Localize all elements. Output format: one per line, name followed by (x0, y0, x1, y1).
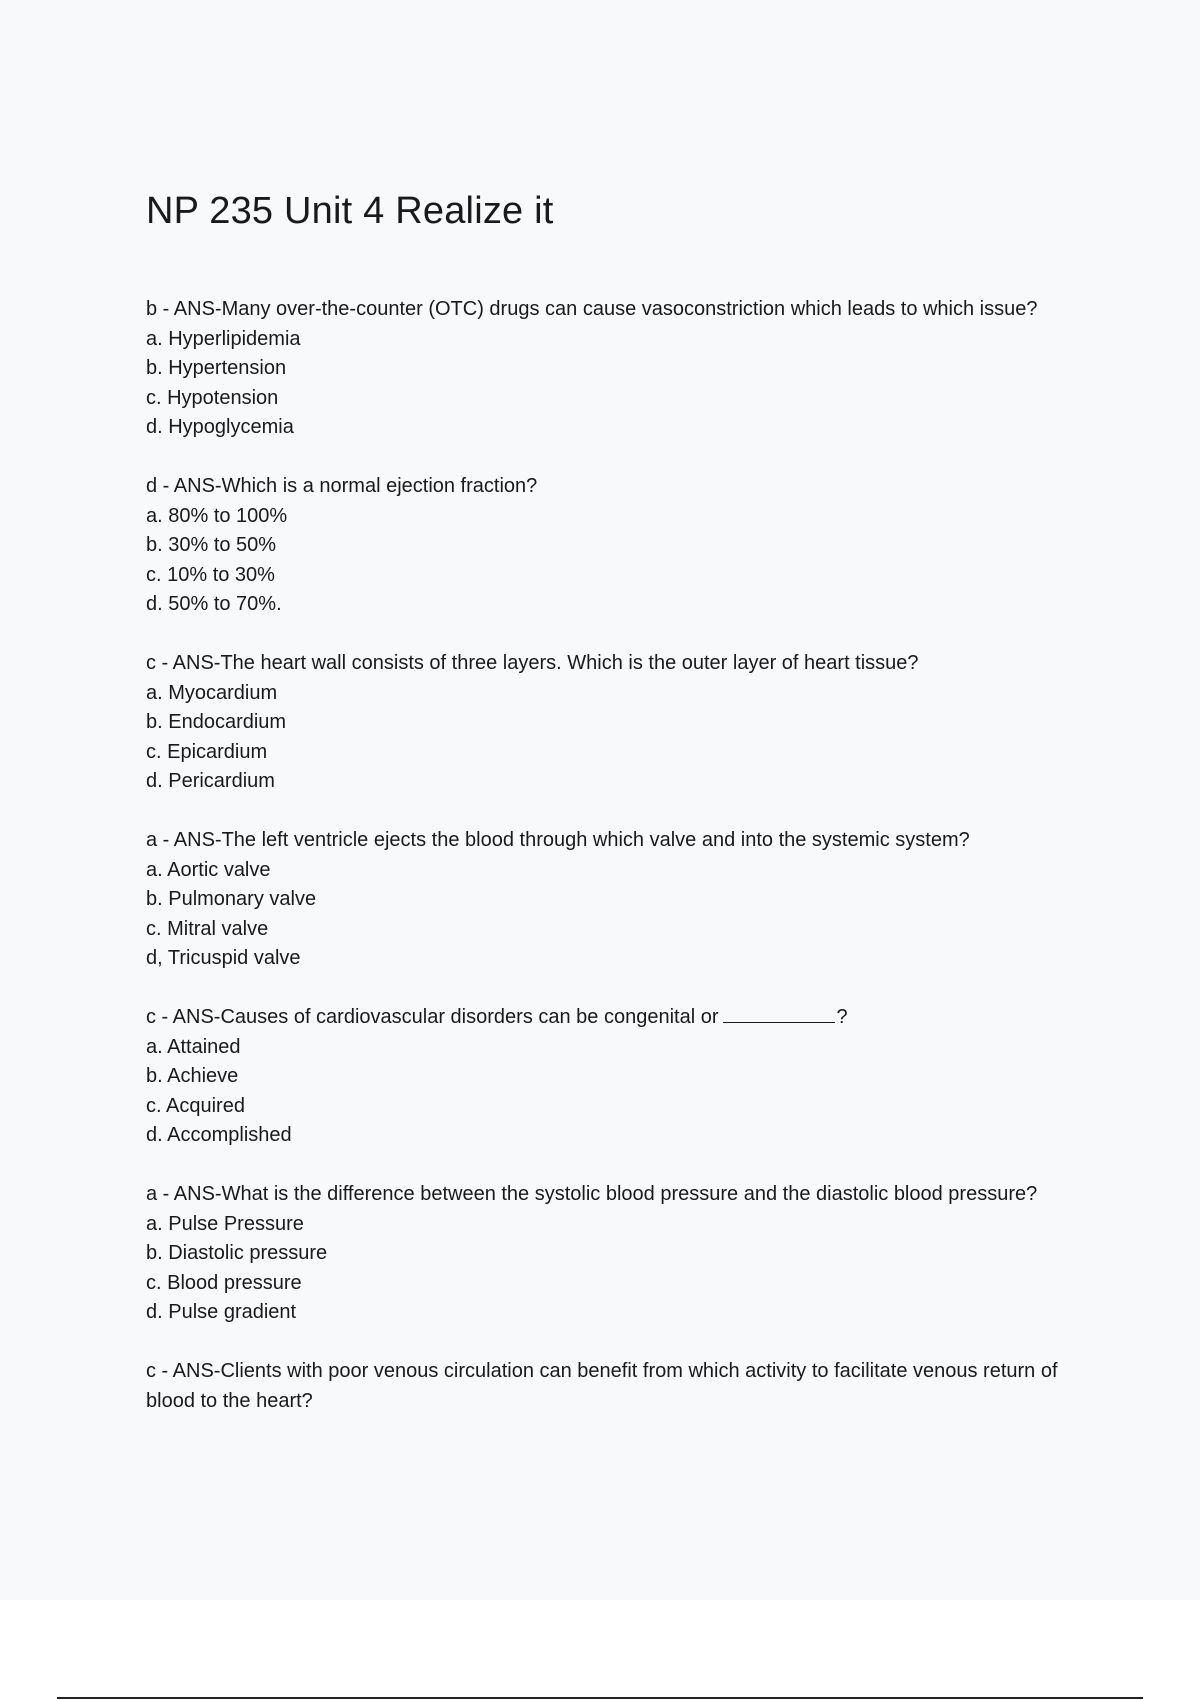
answer-option: a. Pulse Pressure (146, 1212, 304, 1235)
question-prompt-end: ? (836, 1006, 848, 1028)
answer-option: b. Pulmonary valve (146, 888, 317, 910)
question-2 (146, 472, 1086, 620)
answer-option: a. Myocardium (146, 681, 278, 704)
question-5 (146, 1003, 1086, 1151)
footer-divider (57, 1697, 1143, 1699)
question-prompt: a - ANS-What is the difference between the systolic blood pressure and the diastolic blood pressure? (146, 1183, 1038, 1205)
answer-option: c. Acquired (146, 1094, 245, 1117)
question-6 (146, 1180, 1086, 1328)
question-prompt: c - ANS-Clients with poor venous circulation can benefit from which activity to facilitate venous return of blood to the heart? (146, 1360, 1058, 1412)
question-1 (146, 295, 1086, 443)
answer-option: c. 10% to 30% (146, 563, 275, 586)
answer-option: c. Epicardium (146, 740, 268, 763)
fill-in-blank (723, 1004, 835, 1023)
answer-option: d, Tricuspid valve (146, 947, 301, 969)
answer-option: c. Blood pressure (146, 1271, 302, 1294)
answer-option: d. Hypoglycemia (146, 416, 294, 438)
answer-option: c. Hypotension (146, 386, 279, 409)
answer-option: b. Hypertension (146, 357, 287, 379)
answer-option: a. Hyperlipidemia (146, 327, 301, 350)
document-title: NP 235 Unit 4 Realize it (146, 190, 554, 232)
answer-option: b. Achieve (146, 1065, 239, 1087)
question-prompt (146, 1003, 1086, 1033)
document-content (146, 183, 1086, 1446)
question-prompt: a - ANS-The left ventricle ejects the blood through which valve and into the systemic system? (146, 829, 970, 851)
question-prompt: d - ANS-Which is a normal ejection fraction? (146, 475, 538, 497)
question-3 (146, 649, 1086, 797)
question-prompt: c - ANS-The heart wall consists of three layers. Which is the outer layer of heart tissue? (146, 652, 919, 674)
answer-option: d. 50% to 70%. (146, 593, 282, 615)
answer-option: c. Mitral valve (146, 917, 269, 940)
answer-option: b. Endocardium (146, 711, 287, 733)
question-4 (146, 826, 1086, 974)
answer-option: b. 30% to 50% (146, 534, 277, 556)
question-prompt-start: c - ANS-Causes of cardiovascular disorders can be congenital or (146, 1006, 719, 1028)
answer-option: a. Aortic valve (146, 858, 271, 881)
answer-option: d. Pericardium (146, 770, 275, 792)
question-prompt: b - ANS-Many over-the-counter (OTC) drugs can cause vasoconstriction which leads to which issue? (146, 298, 1038, 320)
answer-option: d. Accomplished (146, 1124, 292, 1146)
answer-option: a. Attained (146, 1035, 241, 1058)
answer-option: b. Diastolic pressure (146, 1242, 328, 1264)
question-7 (146, 1357, 1086, 1416)
answer-option: a. 80% to 100% (146, 504, 288, 527)
answer-option: d. Pulse gradient (146, 1301, 297, 1323)
